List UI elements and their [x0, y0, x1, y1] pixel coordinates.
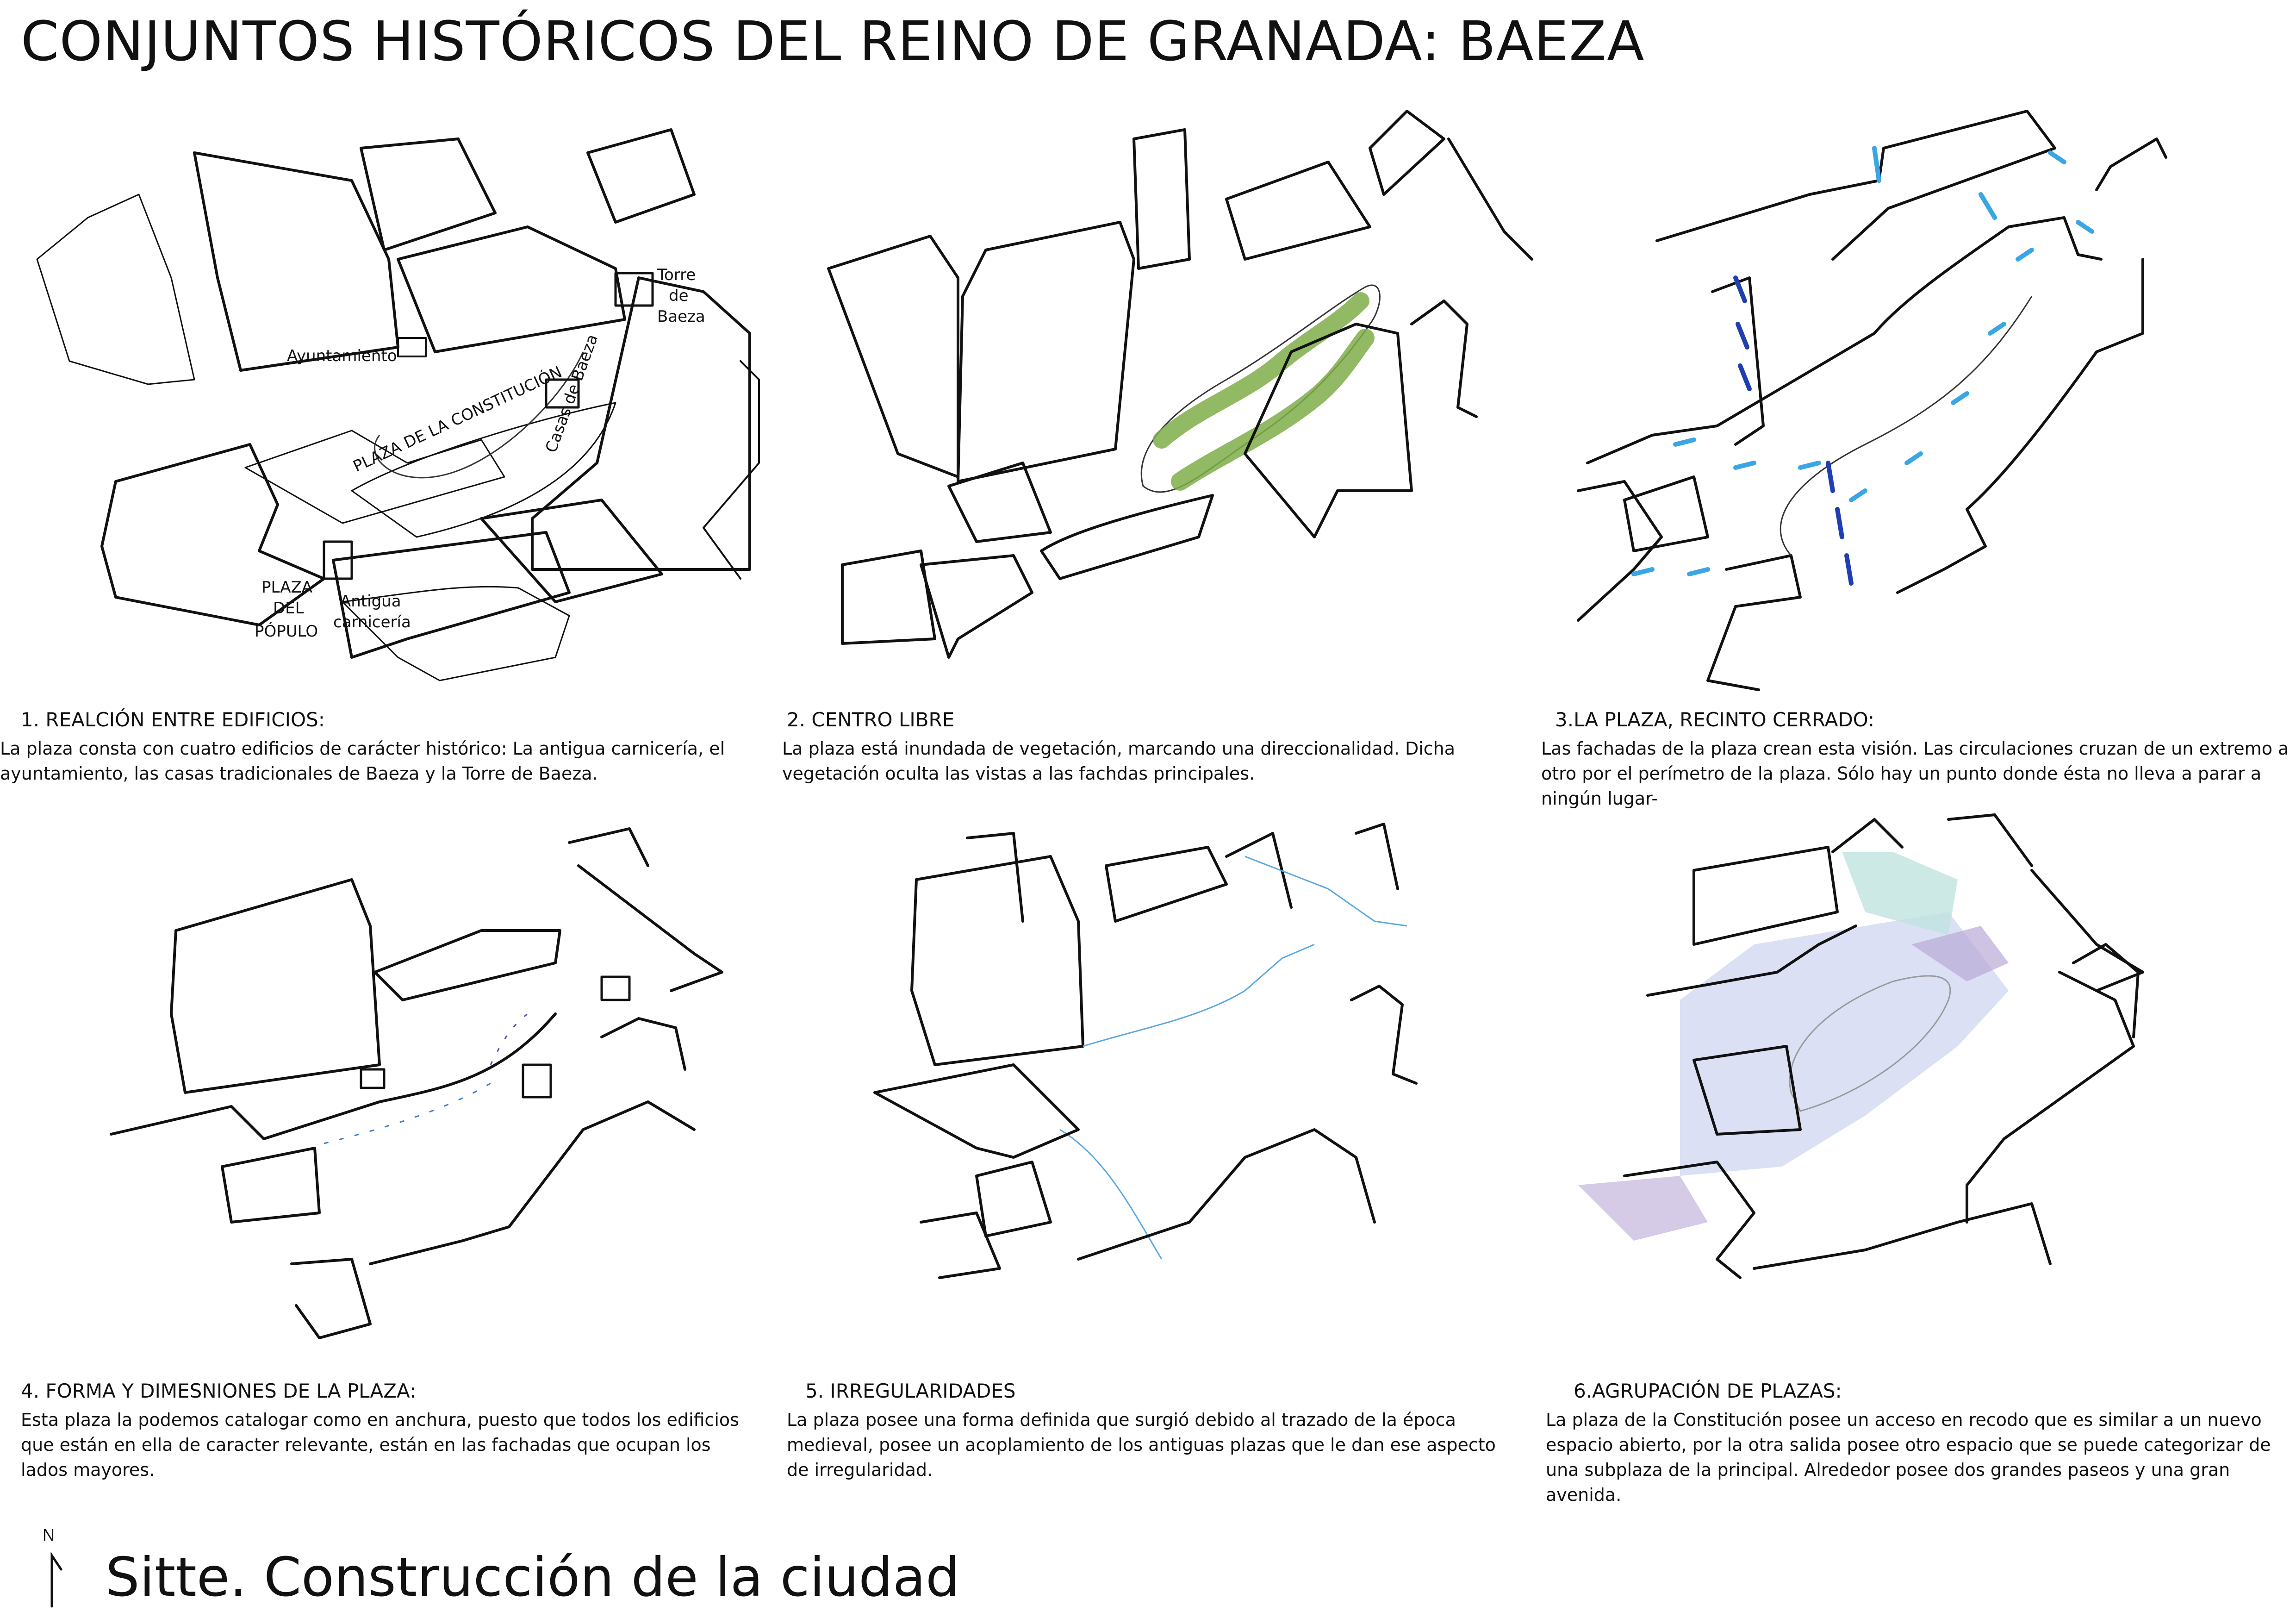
vegetation-strip [1162, 301, 1365, 481]
panel-heading: 3.LA PLAZA, RECINTO CERRADO: [1555, 708, 1875, 731]
north-label: N [43, 1525, 55, 1544]
label-plaza-constitucion: PLAZA DE LA CONSTITUCIÓN [350, 362, 565, 476]
page-title: CONJUNTOS HISTÓRICOS DEL REINO DE GRANADA: BAEZA [21, 9, 1645, 73]
panel-heading: 2. CENTRO LIBRE [787, 708, 955, 731]
panel-relacion-edificios [0, 0, 750, 784]
map-sketch-6 [1541, 806, 2291, 1375]
label-antigua: Antigua [340, 592, 401, 611]
panel-agrupacion-plazas [1541, 806, 2291, 1505]
map-sketch-4 [0, 806, 750, 1375]
panel-recinto-cerrado [1541, 0, 2291, 809]
panel-body: La plaza de la Constitución posee un acceso en recodo que es similar a un nuevo espacio abierto, por la otra salida posee otro espacio que se puede categorizar de una subplaza de la principal. Alrededor posee dos grandes paseos y una gran avenida. [1546, 1410, 2271, 1505]
label-populo: PÓPULO [255, 622, 318, 641]
north-arrow-icon [43, 1528, 70, 1611]
panel-centro-libre [782, 0, 1532, 784]
map-sketch-2 [782, 0, 1532, 569]
panel-heading: 4. FORMA Y DIMESNIONES DE LA PLAZA: [21, 1380, 417, 1402]
panel-body: La plaza consta con cuatro edificios de carácter histórico: La antigua carnicería, el ayuntamiento, las casas tradicionales de Baeza y la Torre de Baeza. [0, 738, 725, 784]
panel-body: Esta plaza la podemos catalogar como en anchura, puesto que todos los edificios que están en ella de caracter relevante, están en las fachadas que ocupan los lados mayores. [21, 1410, 739, 1480]
map-sketch-1 [0, 0, 750, 641]
panel-heading: 1. REALCIÓN ENTRE EDIFICIOS: [21, 708, 325, 731]
panel-body: Las fachadas de la plaza crean esta visión. Las circulaciones cruzan de un extremo a otro por el perímetro de la plaza. Sólo hay un punto donde ésta no lleva a parar a ningún lugar- [1541, 738, 2289, 809]
label-torre-de: de [669, 287, 689, 305]
map-sketch-3 [1541, 0, 2291, 569]
panel-heading: 5. IRREGULARIDADES [805, 1380, 1016, 1402]
label-del: DEL [273, 599, 304, 618]
label-carniceria: carnicería [333, 613, 411, 631]
label-ayuntamiento: Ayuntamiento [287, 347, 397, 365]
label-torre-baeza: Baeza [657, 307, 705, 326]
label-torre: Torre [657, 266, 696, 284]
map-sketch-5 [782, 806, 1532, 1375]
panel-irregularidades [782, 806, 1532, 1480]
label-plaza-populo: PLAZA [261, 578, 313, 597]
panel-body: La plaza está inundada de vegetación, marcando una direccionalidad. Dicha vegetación oculta las vistas a las fachdas principales. [782, 738, 1456, 784]
panel-heading: 6.AGRUPACIÓN DE PLAZAS: [1574, 1380, 1842, 1402]
panel-forma-dimensiones [0, 806, 750, 1480]
label-casas-baeza: Casas de Baeza [541, 331, 602, 456]
subtitle: Sitte. Construcción de la ciudad [106, 1546, 960, 1609]
panel-body: La plaza posee una forma definida que surgió debido al trazado de la época medieval, posee un acoplamiento de los antiguas plazas que le dan ese aspecto de irregularidad. [787, 1410, 1496, 1480]
